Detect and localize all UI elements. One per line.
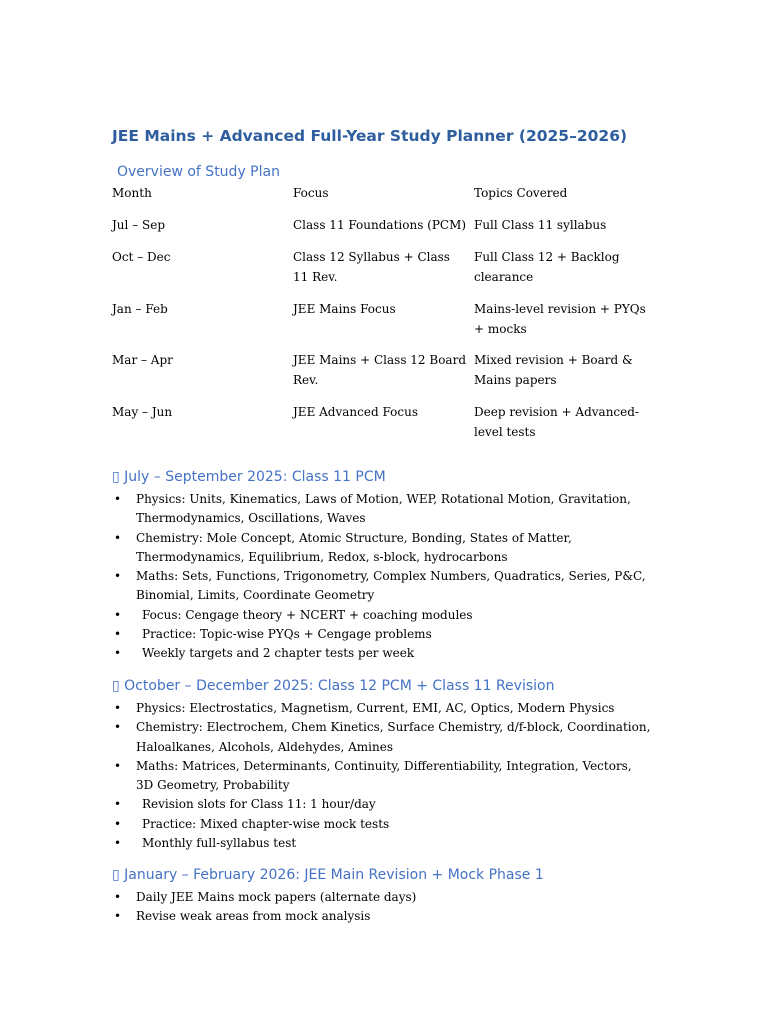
list-item: • Chemistry: Mole Concept, Atomic Structure, Bonding, States of Matter, Thermodynamics, Equilibrium, Redox, s-block, hydrocarbons	[112, 529, 652, 568]
section-heading-jul-sep: ▯ July – September 2025: Class 11 PCM	[112, 469, 386, 485]
bullet-list-jul-sep	[112, 490, 652, 664]
list-item: • Chemistry: Electrochem, Chem Kinetics, Surface Chemistry, d/f-block, Coordination, Haloalkanes, Alcohols, Aldehydes, Amines	[112, 718, 652, 757]
list-item: • Practice: Mixed chapter-wise mock tests	[112, 815, 652, 834]
table-header-row	[112, 184, 652, 216]
list-item: • Monthly full-syllabus test	[112, 834, 652, 853]
table-cell-topics: Mains-level revision + PYQs + mocks	[474, 302, 646, 336]
list-item: • Revise weak areas from mock analysis	[112, 907, 652, 926]
table-cell-month: Jul – Sep	[112, 218, 166, 232]
table-row	[112, 403, 652, 443]
table-cell-focus: JEE Mains + Class 12 Board Rev.	[293, 353, 466, 387]
column-header-month: Month	[112, 186, 152, 200]
table-cell-month: Oct – Dec	[112, 250, 171, 264]
list-item: • Physics: Units, Kinematics, Laws of Motion, WEP, Rotational Motion, Gravitation, Thermodynamics, Oscillations, Waves	[112, 490, 652, 529]
table-cell-topics: Full Class 11 syllabus	[474, 218, 607, 232]
table-cell-focus: JEE Mains Focus	[293, 302, 396, 316]
column-header-focus: Focus	[293, 186, 329, 200]
table-cell-focus: Class 11 Foundations (PCM)	[293, 218, 467, 232]
table-cell-month: Jan – Feb	[112, 302, 168, 316]
table-cell-topics: Full Class 12 + Backlog clearance	[474, 250, 620, 284]
bullet-list-oct-dec	[112, 699, 652, 853]
table-row	[112, 300, 652, 351]
table-cell-month: May – Jun	[112, 405, 173, 419]
document-title: JEE Mains + Advanced Full-Year Study Planner (2025–2026)	[112, 127, 628, 145]
table-row	[112, 216, 652, 248]
bullet-list-jan-feb	[112, 888, 652, 927]
list-item: • Focus: Cengage theory + NCERT + coaching modules	[112, 606, 652, 625]
list-item: • Daily JEE Mains mock papers (alternate days)	[112, 888, 652, 907]
section-heading-jan-feb: ▯ January – February 2026: JEE Main Revision + Mock Phase 1	[112, 867, 544, 883]
list-item: • Physics: Electrostatics, Magnetism, Current, EMI, AC, Optics, Modern Physics	[112, 699, 652, 718]
table-row	[112, 248, 652, 300]
overview-table	[112, 184, 652, 443]
table-cell-month: Mar – Apr	[112, 353, 173, 367]
overview-heading: Overview of Study Plan	[117, 164, 280, 180]
list-item: • Weekly targets and 2 chapter tests per week	[112, 644, 652, 663]
table-cell-focus: Class 12 Syllabus + Class 11 Rev.	[293, 250, 450, 284]
table-row	[112, 351, 652, 403]
column-header-topics: Topics Covered	[474, 186, 568, 200]
table-cell-focus: JEE Advanced Focus	[293, 405, 418, 419]
table-cell-topics: Deep revision + Advanced-level tests	[474, 405, 639, 439]
table-cell-topics: Mixed revision + Board & Mains papers	[474, 353, 633, 387]
section-heading-oct-dec: ▯ October – December 2025: Class 12 PCM + Class 11 Revision	[112, 678, 555, 694]
list-item: • Revision slots for Class 11: 1 hour/day	[112, 795, 652, 814]
list-item: • Practice: Topic-wise PYQs + Cengage problems	[112, 625, 652, 644]
list-item: • Maths: Matrices, Determinants, Continuity, Differentiability, Integration, Vectors, 3D Geometry, Probability	[112, 757, 652, 796]
list-item: • Maths: Sets, Functions, Trigonometry, Complex Numbers, Quadratics, Series, P&C, Binomial, Limits, Coordinate Geometry	[112, 567, 652, 606]
